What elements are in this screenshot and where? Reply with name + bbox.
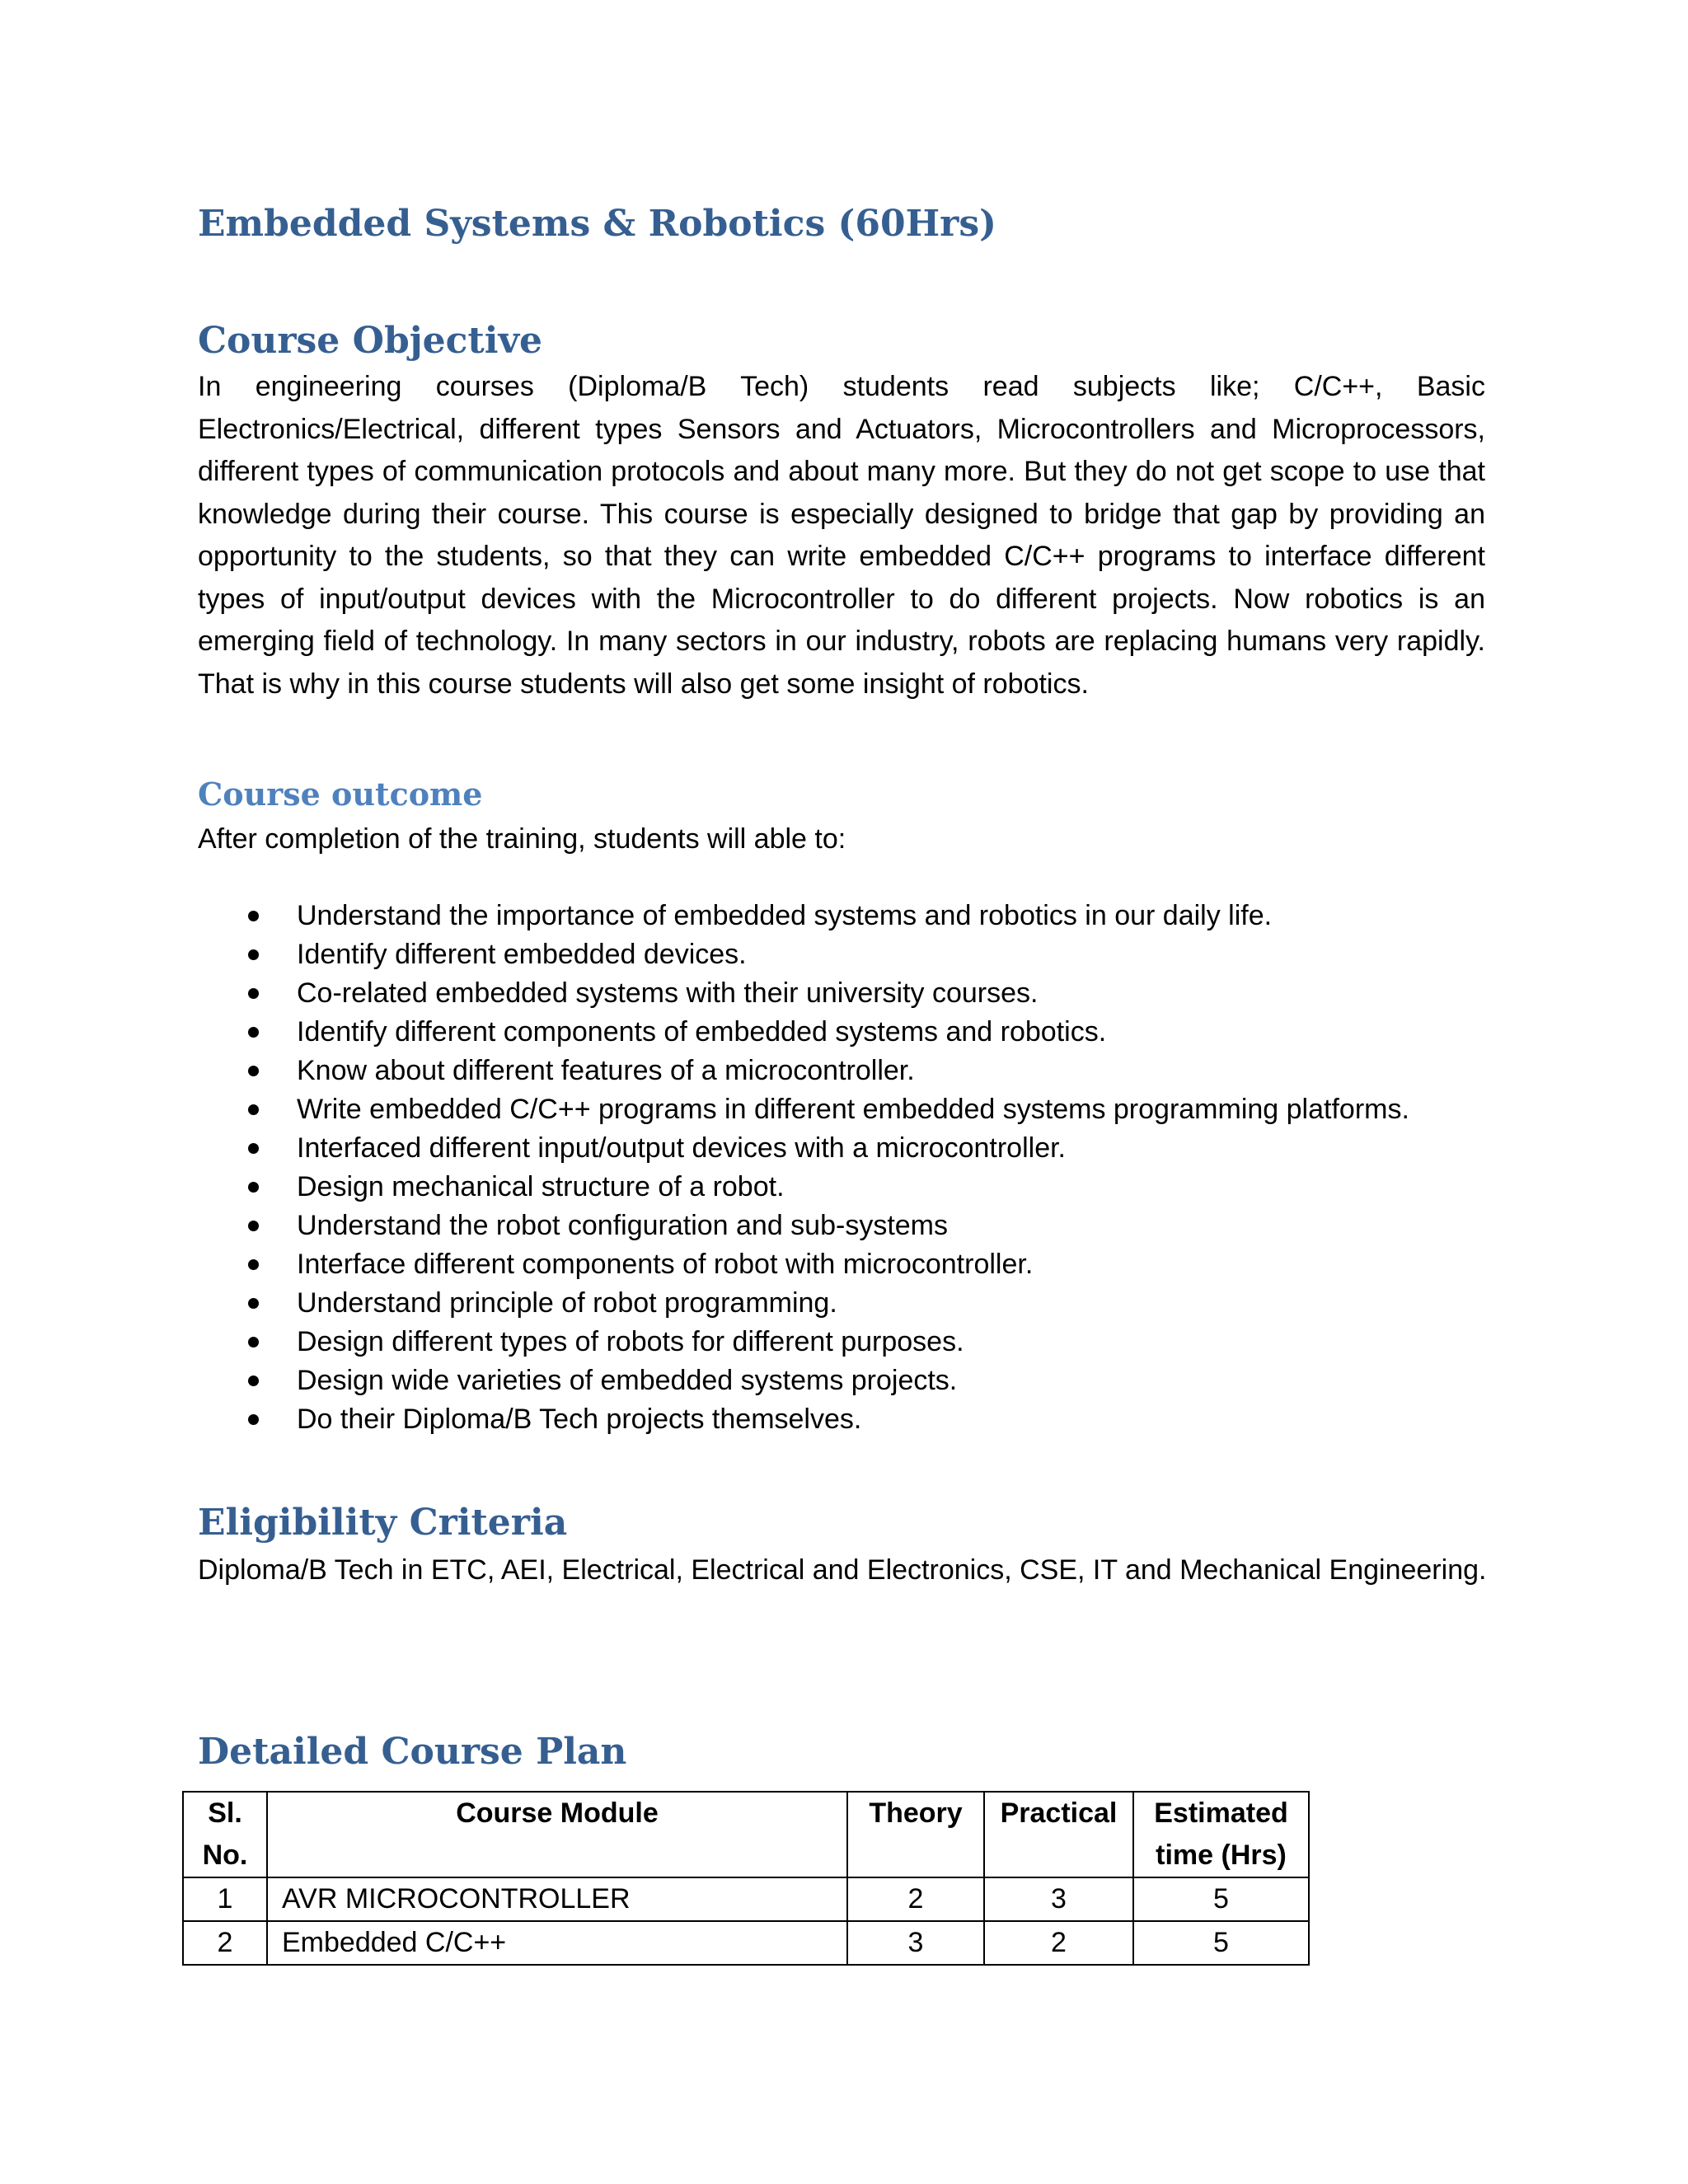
cell-course-module: Embedded C/C++ [267, 1921, 847, 1965]
bullet-icon [248, 1337, 259, 1347]
cell-theory: 3 [847, 1921, 984, 1965]
cell-sl-no: 1 [183, 1877, 267, 1921]
bullet-icon [248, 949, 259, 960]
outcome-item: Design mechanical structure of a robot. [198, 1168, 1409, 1207]
header-sl-no: Sl. No. [183, 1792, 267, 1877]
bullet-icon [248, 988, 259, 999]
outcome-item: Design wide varieties of embedded systems projects. [198, 1361, 1409, 1400]
header-estimated-time: Estimated time (Hrs) [1133, 1792, 1309, 1877]
bullet-icon [248, 911, 259, 921]
course-outcome-intro: After completion of the training, students will able to: [198, 823, 846, 855]
bullet-icon [248, 1143, 259, 1154]
eligibility-text: Diploma/B Tech in ETC, AEI, Electrical, Electrical and Electronics, CSE, IT and Mechanical Engineering. [198, 1554, 1487, 1586]
outcome-item: Understand the robot configuration and sub-systems [198, 1207, 1409, 1245]
header-practical: Practical [984, 1792, 1133, 1877]
course-objective-heading: Course Objective [198, 320, 543, 362]
bullet-icon [248, 1298, 259, 1309]
bullet-icon [248, 1376, 259, 1386]
bullet-icon [248, 1259, 259, 1270]
outcome-item: Understand principle of robot programming. [198, 1284, 1409, 1323]
outcome-item: Interfaced different input/output devices with a microcontroller. [198, 1129, 1409, 1168]
outcome-item: Do their Diploma/B Tech projects themselves. [198, 1400, 1409, 1439]
cell-practical: 2 [984, 1921, 1133, 1965]
course-outcome-list [198, 897, 1409, 1439]
bullet-icon [248, 1414, 259, 1425]
cell-theory: 2 [847, 1877, 984, 1921]
outcome-item: Design different types of robots for different purposes. [198, 1323, 1409, 1361]
bullet-icon [248, 1066, 259, 1076]
header-course-module: Course Module [267, 1792, 847, 1877]
outcome-item: Identify different embedded devices. [198, 935, 1409, 974]
cell-practical: 3 [984, 1877, 1133, 1921]
outcome-item: Interface different components of robot with microcontroller. [198, 1245, 1409, 1284]
table-row [183, 1921, 1309, 1965]
course-plan-heading: Detailed Course Plan [198, 1731, 627, 1773]
cell-estimated-time: 5 [1133, 1921, 1309, 1965]
table-header-row [183, 1792, 1309, 1877]
table-row [183, 1877, 1309, 1921]
bullet-icon [248, 1104, 259, 1115]
outcome-item: Identify different components of embedded systems and robotics. [198, 1013, 1409, 1052]
outcome-item: Write embedded C/C++ programs in different embedded systems programming platforms. [198, 1090, 1409, 1129]
outcome-item: Understand the importance of embedded systems and robotics in our daily life. [198, 897, 1409, 935]
course-plan-table [182, 1791, 1310, 1966]
cell-course-module: AVR MICROCONTROLLER [267, 1877, 847, 1921]
course-outcome-heading: Course outcome [198, 776, 483, 813]
cell-sl-no: 2 [183, 1921, 267, 1965]
bullet-icon [248, 1221, 259, 1231]
outcome-item: Know about different features of a microcontroller. [198, 1052, 1409, 1090]
bullet-icon [248, 1182, 259, 1193]
bullet-icon [248, 1027, 259, 1038]
document-title: Embedded Systems & Robotics (60Hrs) [198, 203, 996, 245]
outcome-item: Co-related embedded systems with their university courses. [198, 974, 1409, 1013]
cell-estimated-time: 5 [1133, 1877, 1309, 1921]
header-theory: Theory [847, 1792, 984, 1877]
eligibility-heading: Eligibility Criteria [198, 1502, 568, 1544]
course-objective-text: In engineering courses (Diploma/B Tech) students read subjects like; C/C++, Basic Electronics/Electrical, different types Sensors and Actuators, Microcontrollers and Microprocessors, different types of communication protocols and about many more. But they do not get scope to use that knowledge during their course. This course is especially designed to bridge that gap by providing an opportunity to the students, so that they can write embedded C/C++ programs to interface different types of input/output devices with the Microcontroller to do different projects. Now robotics is an emerging field of technology. In many sectors in our industry, robots are replacing humans very rapidly. That is why in this course students will also get some insight of robotics. [198, 371, 1485, 700]
